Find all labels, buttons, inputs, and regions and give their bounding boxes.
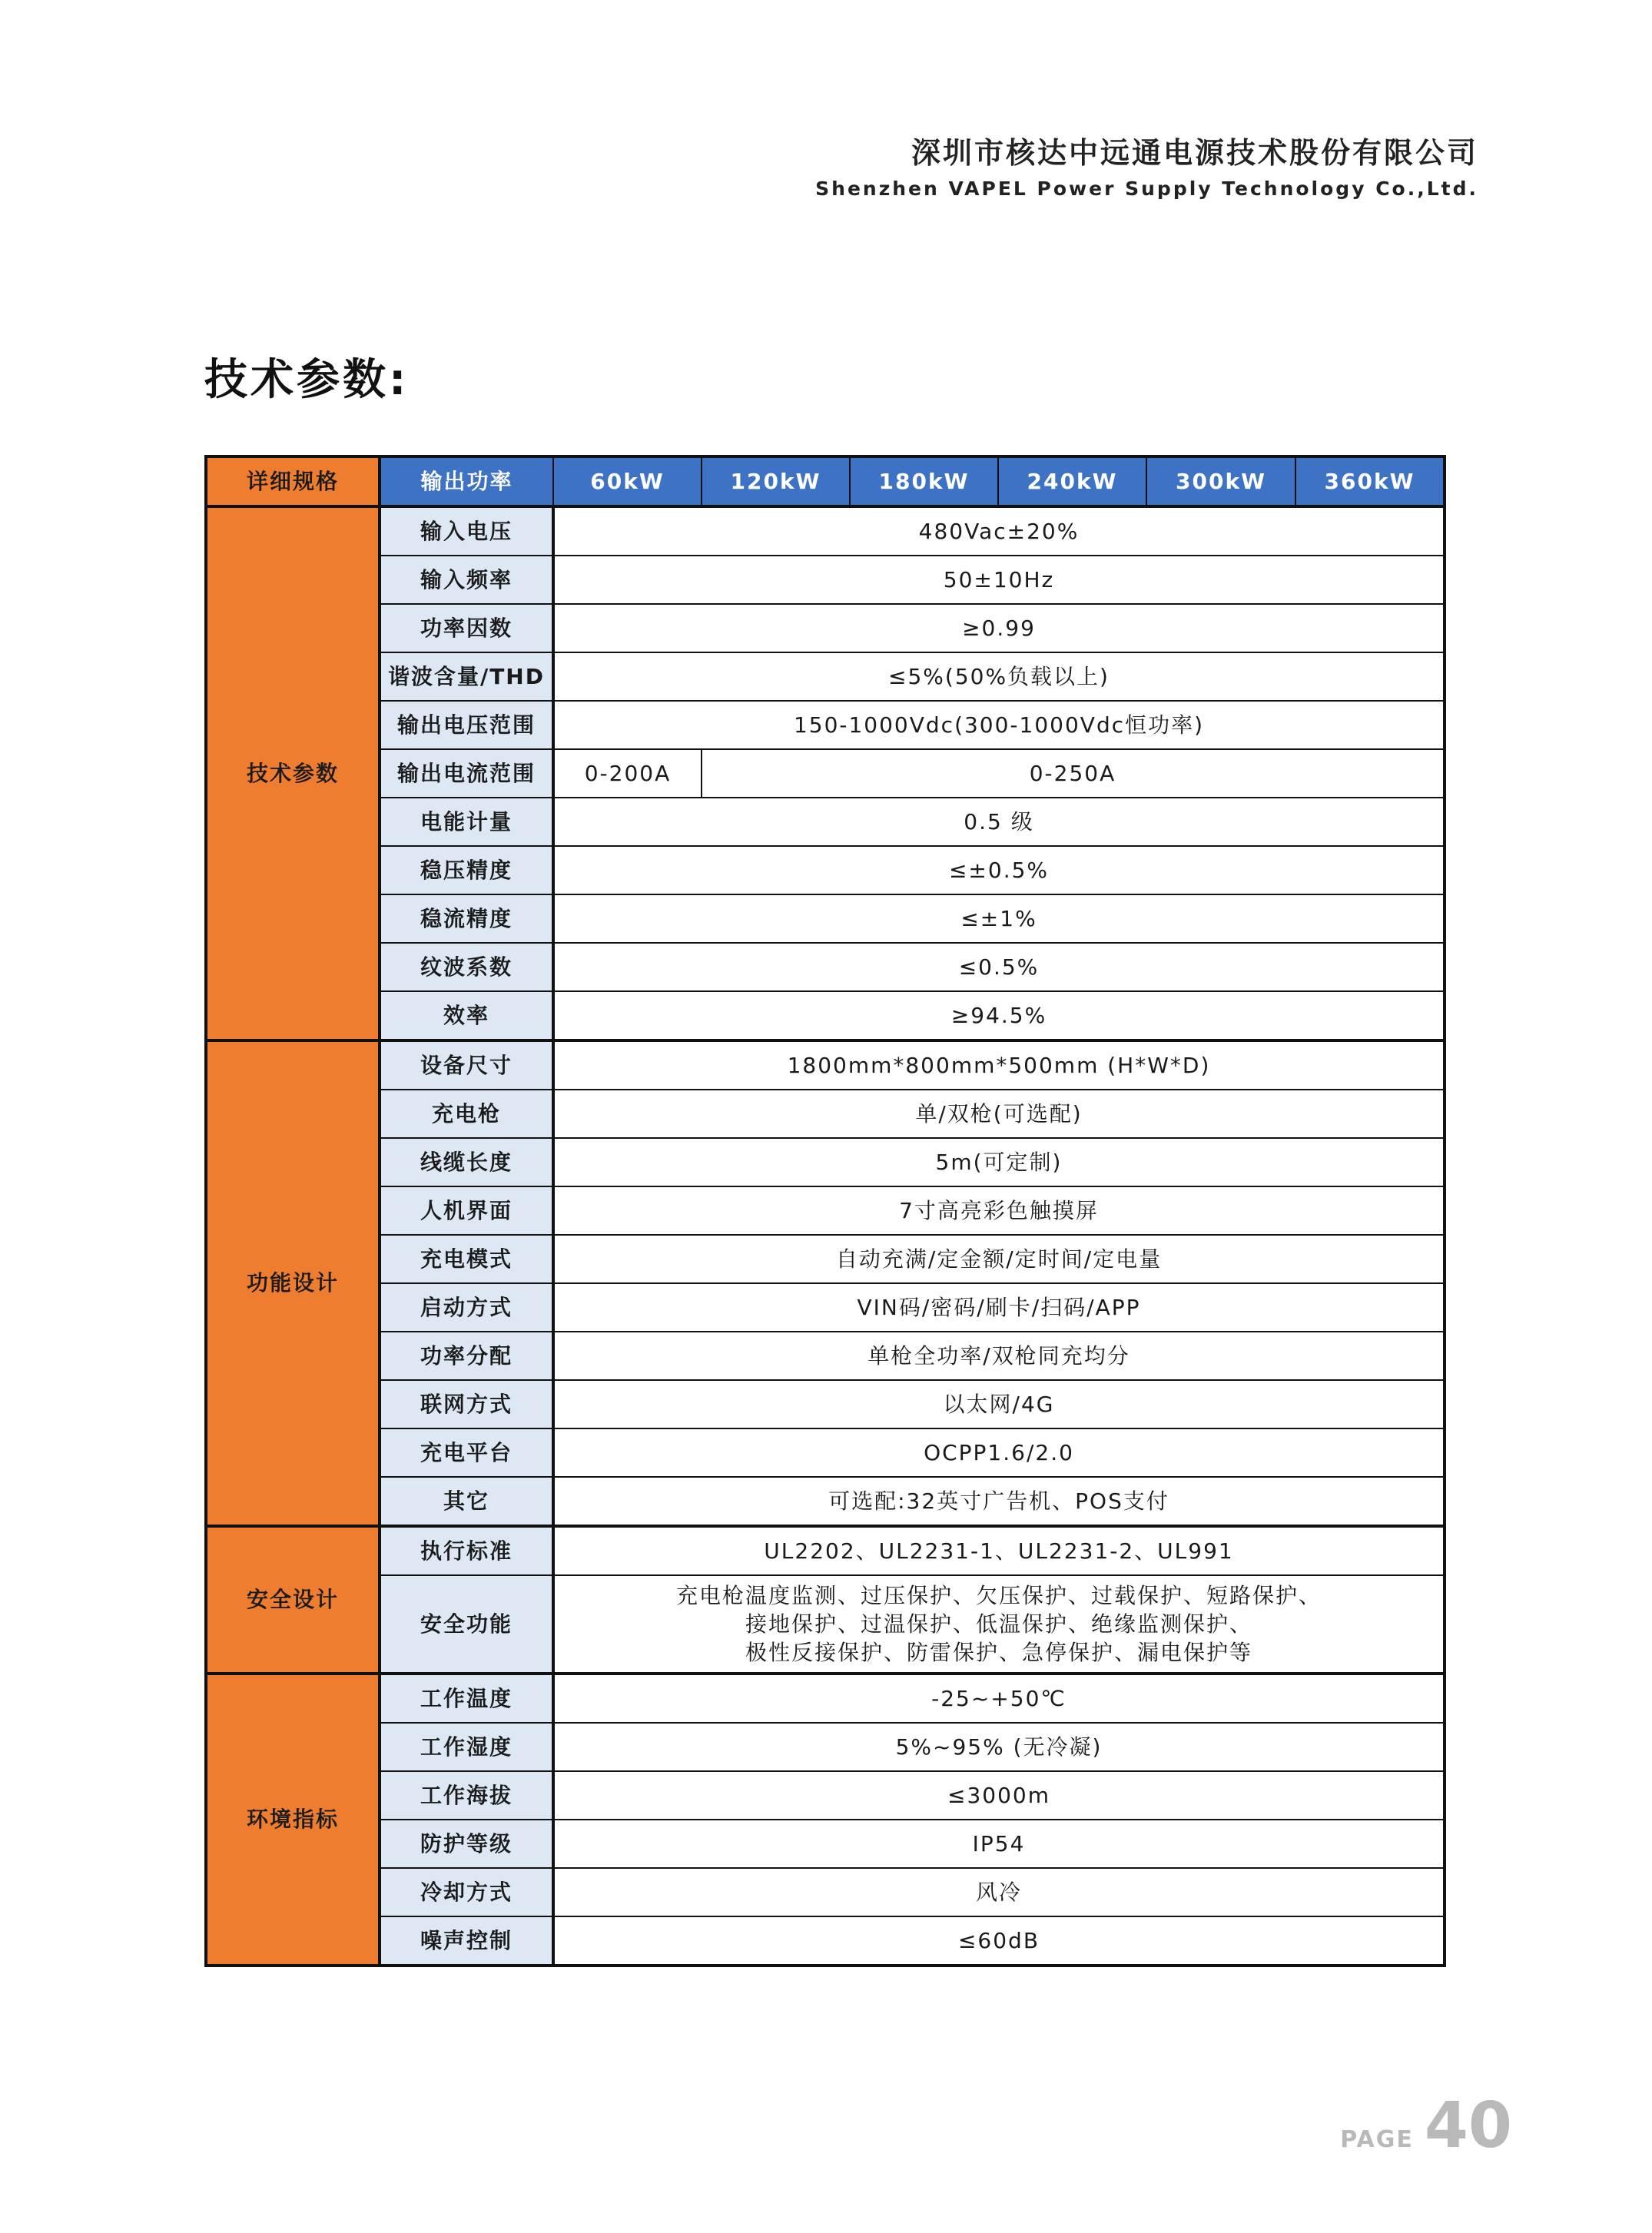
value-cell: 单枪全功率/双枪同充均分 [553,1332,1445,1380]
table-row [206,1868,1445,1916]
header-param-cell: 输出功率 [380,456,553,506]
table-row [206,749,1445,798]
value-cell: IP54 [553,1820,1445,1868]
spec-table [204,455,1446,1967]
param-label-cell: 其它 [380,1477,553,1526]
table-row [206,894,1445,943]
table-row [206,1138,1445,1186]
header-model-cell: 180kW [850,456,998,506]
table-row [206,991,1445,1040]
category-cell: 安全设计 [206,1526,380,1674]
value-cell: 0-200A [553,749,702,798]
param-label-cell: 工作温度 [380,1674,553,1723]
param-label-cell: 防护等级 [380,1820,553,1868]
category-cell: 技术参数 [206,506,380,1040]
value-cell: ≤±1% [553,894,1445,943]
value-cell: 以太网/4G [553,1380,1445,1428]
table-row [206,1526,1445,1575]
header-model-cell: 300kW [1146,456,1295,506]
table-row [206,1380,1445,1428]
company-header [815,129,1478,200]
param-label-cell: 安全功能 [380,1575,553,1674]
param-label-cell: 启动方式 [380,1283,553,1332]
table-header-row [206,456,1445,506]
param-label-cell: 稳压精度 [380,846,553,894]
table-row [206,604,1445,652]
table-row [206,556,1445,604]
value-cell: 5%~95% (无冷凝) [553,1723,1445,1771]
value-cell: OCPP1.6/2.0 [553,1428,1445,1477]
param-label-cell: 效率 [380,991,553,1040]
param-label-cell: 功率因数 [380,604,553,652]
table-row [206,1575,1445,1674]
param-label-cell: 执行标准 [380,1526,553,1575]
value-cell: 单/双枪(可选配) [553,1090,1445,1138]
table-row [206,506,1445,556]
value-cell: 50±10Hz [553,556,1445,604]
table-row [206,1283,1445,1332]
value-cell: 0-250A [702,749,1445,798]
header-category-cell: 详细规格 [206,456,380,506]
param-label-cell: 输入频率 [380,556,553,604]
param-label-cell: 噪声控制 [380,1916,553,1966]
table-row [206,1040,1445,1090]
value-cell: ≤±0.5% [553,846,1445,894]
value-cell: ≤3000m [553,1771,1445,1820]
table-row [206,1771,1445,1820]
value-cell: UL2202、UL2231-1、UL2231-2、UL991 [553,1526,1445,1575]
page-digits: 40 [1424,2089,1512,2162]
table-row [206,943,1445,991]
table-row [206,1235,1445,1283]
table-row [206,701,1445,749]
value-cell: 480Vac±20% [553,506,1445,556]
param-label-cell: 输出电压范围 [380,701,553,749]
value-cell: 风冷 [553,1868,1445,1916]
value-cell: ≥0.99 [553,604,1445,652]
value-cell: 可选配:32英寸广告机、POS支付 [553,1477,1445,1526]
value-cell: 5m(可定制) [553,1138,1445,1186]
value-cell: VIN码/密码/刷卡/扫码/APP [553,1283,1445,1332]
header-model-cell: 60kW [553,456,702,506]
value-cell [553,1575,1445,1674]
param-label-cell: 工作海拔 [380,1771,553,1820]
param-label-cell: 设备尺寸 [380,1040,553,1090]
param-label-cell: 稳流精度 [380,894,553,943]
param-label-cell: 输入电压 [380,506,553,556]
value-line: 极性反接保护、防雷保护、急停保护、漏电保护等 [745,1640,1252,1665]
param-label-cell: 功率分配 [380,1332,553,1380]
table-row [206,846,1445,894]
header-model-cell: 240kW [998,456,1146,506]
company-name-en: Shenzhen VAPEL Power Supply Technology Co.,Ltd. [815,178,1478,200]
value-line: 充电枪温度监测、过压保护、欠压保护、过载保护、短路保护、 [675,1583,1322,1608]
param-label-cell: 充电模式 [380,1235,553,1283]
value-cell: ≤60dB [553,1916,1445,1966]
value-cell: 1800mm*800mm*500mm (H*W*D) [553,1040,1445,1090]
value-cell: ≤0.5% [553,943,1445,991]
value-cell: ≥94.5% [553,991,1445,1040]
param-label-cell: 工作湿度 [380,1723,553,1771]
table-row [206,798,1445,846]
section-title: 技术参数: [204,355,410,405]
value-cell: -25~+50℃ [553,1674,1445,1723]
company-name-cn: 深圳市核达中远通电源技术股份有限公司 [911,136,1478,170]
param-label-cell: 人机界面 [380,1186,553,1235]
param-label-cell: 充电枪 [380,1090,553,1138]
value-cell: ≤5%(50%负载以上) [553,652,1445,701]
table-row [206,652,1445,701]
page-number [1340,2089,1512,2162]
page-label: PAGE [1340,2126,1414,2153]
param-label-cell: 谐波含量/THD [380,652,553,701]
table-row [206,1674,1445,1723]
table-row [206,1428,1445,1477]
param-label-cell: 冷却方式 [380,1868,553,1916]
param-label-cell: 输出电流范围 [380,749,553,798]
value-cell: 7寸高亮彩色触摸屏 [553,1186,1445,1235]
param-label-cell: 电能计量 [380,798,553,846]
value-cell: 自动充满/定金额/定时间/定电量 [553,1235,1445,1283]
table-row [206,1332,1445,1380]
table-row [206,1916,1445,1966]
value-cell: 0.5 级 [553,798,1445,846]
value-cell: 150-1000Vdc(300-1000Vdc恒功率) [553,701,1445,749]
category-cell: 环境指标 [206,1674,380,1966]
table-row [206,1477,1445,1526]
param-label-cell: 充电平台 [380,1428,553,1477]
table-row [206,1723,1445,1771]
table-row [206,1186,1445,1235]
category-cell: 功能设计 [206,1040,380,1526]
param-label-cell: 线缆长度 [380,1138,553,1186]
param-label-cell: 纹波系数 [380,943,553,991]
table-row [206,1820,1445,1868]
header-model-cell: 360kW [1295,456,1445,506]
value-line: 接地保护、过温保护、低温保护、绝缘监测保护、 [745,1611,1252,1637]
table-row [206,1090,1445,1138]
param-label-cell: 联网方式 [380,1380,553,1428]
header-model-cell: 120kW [702,456,850,506]
